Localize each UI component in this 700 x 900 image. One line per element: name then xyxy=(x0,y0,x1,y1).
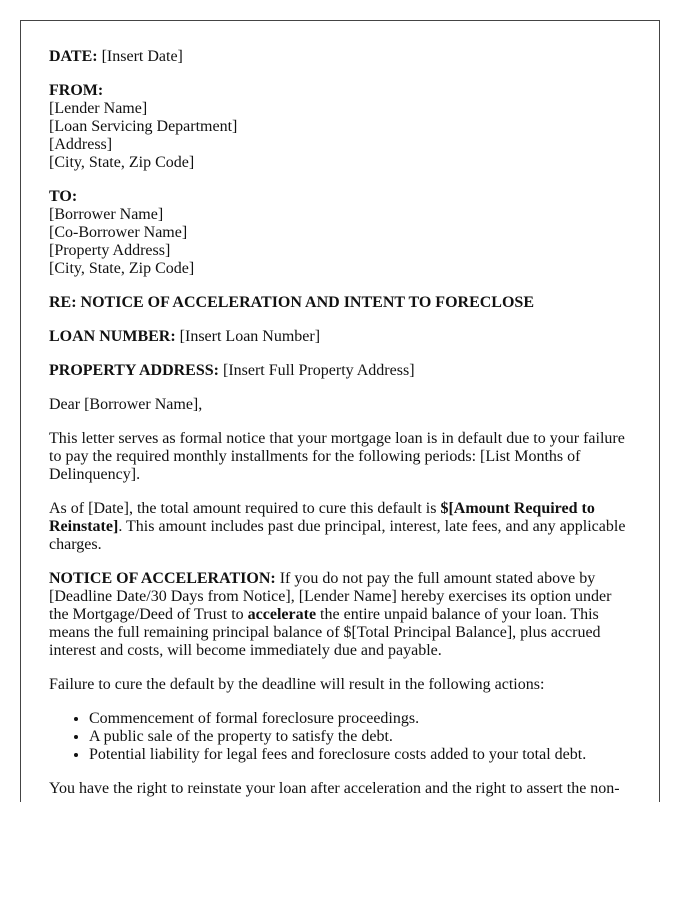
list-item: • A public sale of the property to satisfy the debt. xyxy=(89,728,634,746)
property-address-value: [Insert Full Property Address] xyxy=(222,362,415,379)
actions-list xyxy=(49,710,634,764)
text: the entire unpaid balance of your loan. This means the full remaining principal balance of $[Total Principal Balance], plus accrued interest and costs, will become immediately due and payable. xyxy=(49,606,601,659)
date-label: DATE: xyxy=(49,48,98,65)
to-block xyxy=(49,188,634,278)
text: . This amount includes past due principal, interest, late fees, and any applicable charges. xyxy=(49,518,626,553)
cure-amount-paragraph xyxy=(49,500,634,554)
loan-number-line xyxy=(49,328,634,346)
from-line: [Lender Name] xyxy=(49,100,148,117)
subject-text: RE: NOTICE OF ACCELERATION AND INTENT TO FORECLOSE xyxy=(49,294,534,311)
to-label: TO: xyxy=(49,188,78,205)
loan-number-label: LOAN NUMBER: xyxy=(49,328,176,345)
accelerate-term: accelerate xyxy=(247,606,317,623)
to-line: [Property Address] xyxy=(49,242,171,259)
text: If you do not pay the full amount stated above by [Deadline Date/30 Days from Notice], [Lender Name] hereby exercises its option under the Mortgage/Deed of Trust to xyxy=(49,570,612,623)
date-line xyxy=(49,48,634,66)
to-line: [Borrower Name] xyxy=(49,206,164,223)
from-line: [Loan Servicing Department] xyxy=(49,118,238,135)
property-address-line xyxy=(49,362,634,380)
from-line: [City, State, Zip Code] xyxy=(49,154,195,171)
subject-line xyxy=(49,294,634,312)
from-block xyxy=(49,82,634,172)
date-value: [Insert Date] xyxy=(101,48,183,65)
consequences-intro: Failure to cure the default by the deadline will result in the following actions: xyxy=(49,676,545,693)
salutation: Dear [Borrower Name], xyxy=(49,396,203,413)
acceleration-label: NOTICE OF ACCELERATION: xyxy=(49,570,276,587)
text: As of [Date], the total amount required to cure this default is xyxy=(49,500,441,517)
loan-number-value: [Insert Loan Number] xyxy=(179,328,321,345)
from-line: [Address] xyxy=(49,136,113,153)
property-address-label: PROPERTY ADDRESS: xyxy=(49,362,219,379)
list-item: • Commencement of formal foreclosure proceedings. xyxy=(89,710,634,728)
to-line: [Co-Borrower Name] xyxy=(49,224,188,241)
list-item: • Potential liability for legal fees and foreclosure costs added to your total debt. xyxy=(89,746,634,764)
default-paragraph: This letter serves as formal notice that your mortgage loan is in default due to your failure to pay the required monthly installments for the following periods: [List Months of Delinquency]. xyxy=(49,430,625,483)
amount-required: $[Amount Required to Reinstate] xyxy=(49,500,595,535)
from-label: FROM: xyxy=(49,82,104,99)
acceleration-paragraph xyxy=(49,570,634,660)
letter-page xyxy=(20,20,660,802)
to-line: [City, State, Zip Code] xyxy=(49,260,195,277)
rights-paragraph: You have the right to reinstate your loan after acceleration and the right to assert the non- xyxy=(49,780,620,797)
letter-body xyxy=(49,48,634,802)
